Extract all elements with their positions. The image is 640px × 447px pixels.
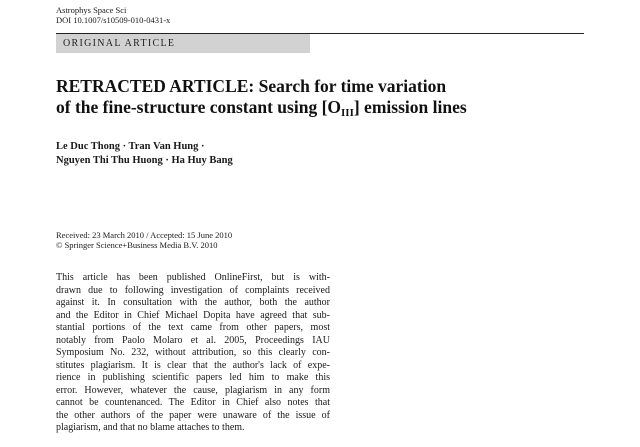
author-list — [56, 140, 233, 168]
authors-line-1: Le Duc Thong · Tran Van Hung · — [56, 141, 205, 152]
notice-line: the other authors of the paper were unaware of the issue of — [56, 409, 330, 421]
article-type-banner: ORIGINAL ARTICLE — [56, 34, 310, 53]
authors-line-2: Nguyen Thi Thu Huong · Ha Huy Bang — [56, 155, 233, 166]
copyright-notice: © Springer Science+Business Media B.V. 2010 — [56, 240, 218, 250]
notice-line: Symposium No. 232, without attribution, so this clearly con- — [56, 347, 330, 358]
article-dates — [56, 230, 232, 250]
title-line-2-start: of the fine-structure constant using [O — [56, 97, 342, 117]
notice-line: cannot be countenanced. The Editor in Chief also notes that — [56, 397, 330, 408]
notice-line: stantial portions of the text came from other papers, most — [56, 322, 330, 333]
notice-line: drawn due to following investigation of complaints received — [56, 284, 330, 296]
notice-line: plagiarism, and that no blame attaches to them. — [56, 422, 245, 433]
title-line-2 — [56, 97, 596, 118]
notice-line: error. However, whatever the cause, plagiarism in any form — [56, 384, 330, 396]
journal-name: Astrophys Space Sci — [56, 5, 127, 15]
title-subscript: III — [341, 107, 354, 119]
notice-line: notably from Paolo Molaro et al. 2005, Proceedings IAU — [56, 334, 330, 346]
notice-line: This article has been published OnlineFirst, but is with- — [56, 272, 330, 283]
journal-header — [56, 5, 170, 25]
notice-line: stitutes plagiarism. It is clear that the author's lack of expe- — [56, 359, 330, 371]
title-line-1: RETRACTED ARTICLE: Search for time variation — [56, 76, 447, 96]
notice-line: against it. In consultation with the author, both the author — [56, 297, 330, 308]
notice-line: rience in publishing scientific papers led him to make this — [56, 372, 330, 383]
article-title — [56, 76, 596, 118]
notice-line: and the Editor in Chief Michael Dopita have agreed that sub- — [56, 309, 330, 321]
received-accepted-dates: Received: 23 March 2010 / Accepted: 15 June 2010 — [56, 230, 233, 240]
title-line-2-end: ] emission lines — [353, 97, 467, 117]
retraction-notice — [56, 272, 330, 435]
doi-link[interactable]: DOI 10.1007/s10509-010-0431-x — [56, 15, 171, 25]
